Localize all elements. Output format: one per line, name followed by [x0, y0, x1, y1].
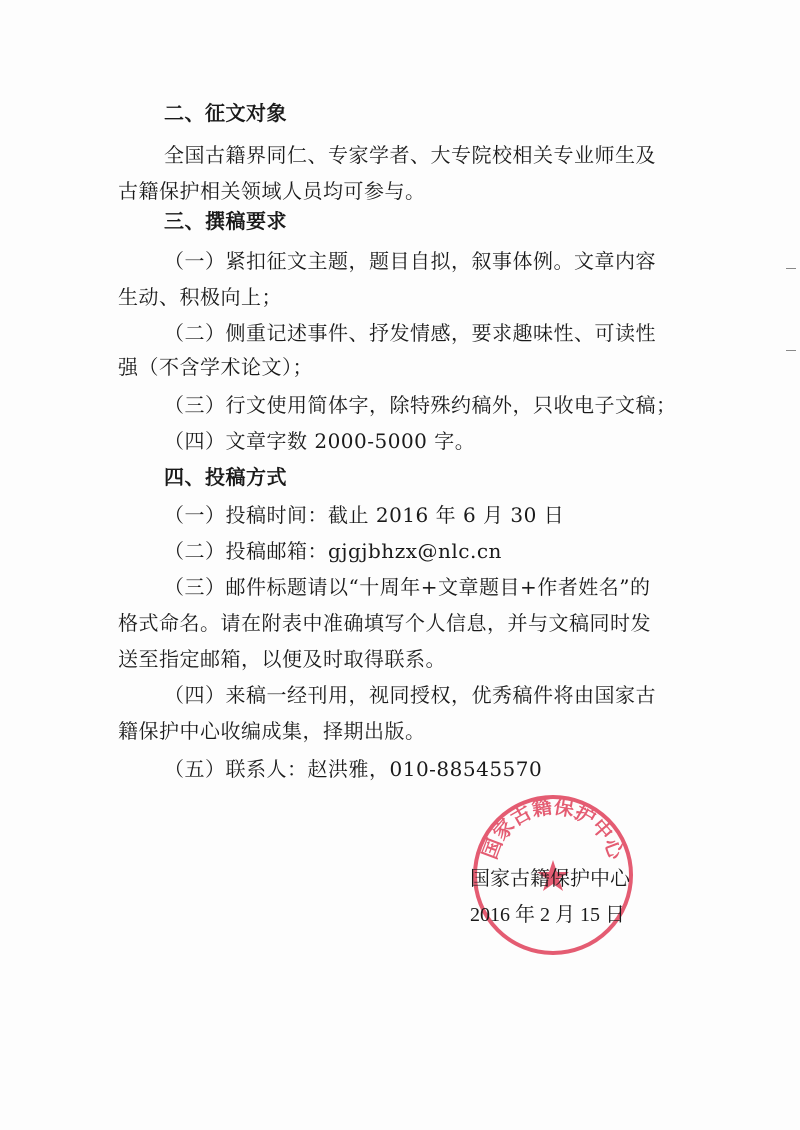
paragraph-line: 格式命名。请在附表中准确填写个人信息，并与文稿同时发 [118, 611, 651, 635]
submission-email: （二）投稿邮箱：gjgjbhzx@nlc.cn [164, 539, 502, 563]
paragraph-line: 生动、积极向上； [118, 285, 282, 309]
paragraph-line: （四）来稿一经刊用，视同授权，优秀稿件将由国家古 [164, 683, 656, 707]
seal-text [477, 794, 628, 863]
seal-text-path: 国家古籍保护中心 [477, 794, 629, 863]
paragraph-line: （一）投稿时间：截止 2016 年 6 月 30 日 [164, 503, 565, 527]
paragraph-line: 送至指定邮箱，以便及时取得联系。 [118, 647, 446, 671]
paragraph-line: （三）行文使用简体字，除特殊约稿外，只收电子文稿； [164, 393, 677, 417]
paragraph-line: 古籍保护相关领域人员均可参与。 [118, 179, 426, 203]
paragraph-line: 全国古籍界同仁、专家学者、大专院校相关专业师生及 [164, 143, 656, 167]
paragraph-line: （三）邮件标题请以“十周年+文章题目+作者姓名”的 [164, 575, 651, 599]
scan-mark [786, 268, 796, 269]
paragraph-line: （四）文章字数 2000-5000 字。 [164, 429, 476, 453]
paragraph-line: 籍保护中心收编成集，择期出版。 [118, 719, 426, 743]
signature-org: 国家古籍保护中心 [470, 868, 630, 890]
scan-mark [786, 350, 796, 351]
section-heading-applicants: 二、征文对象 [164, 101, 287, 125]
paragraph-line: 强（不含学术论文）； [118, 355, 313, 379]
paragraph-line: （一）紧扣征文主题，题目自拟，叙事体例。文章内容 [164, 249, 656, 273]
section-heading-submission: 四、投稿方式 [164, 465, 287, 489]
section-heading-requirements: 三、撰稿要求 [164, 209, 287, 233]
paragraph-line: （二）侧重记述事件、抒发情感，要求趣味性、可读性 [164, 321, 656, 345]
contact-line: （五）联系人：赵洪雅，010-88545570 [164, 757, 543, 781]
signature-date: 2016 年 2 月 15 日 [470, 904, 625, 926]
